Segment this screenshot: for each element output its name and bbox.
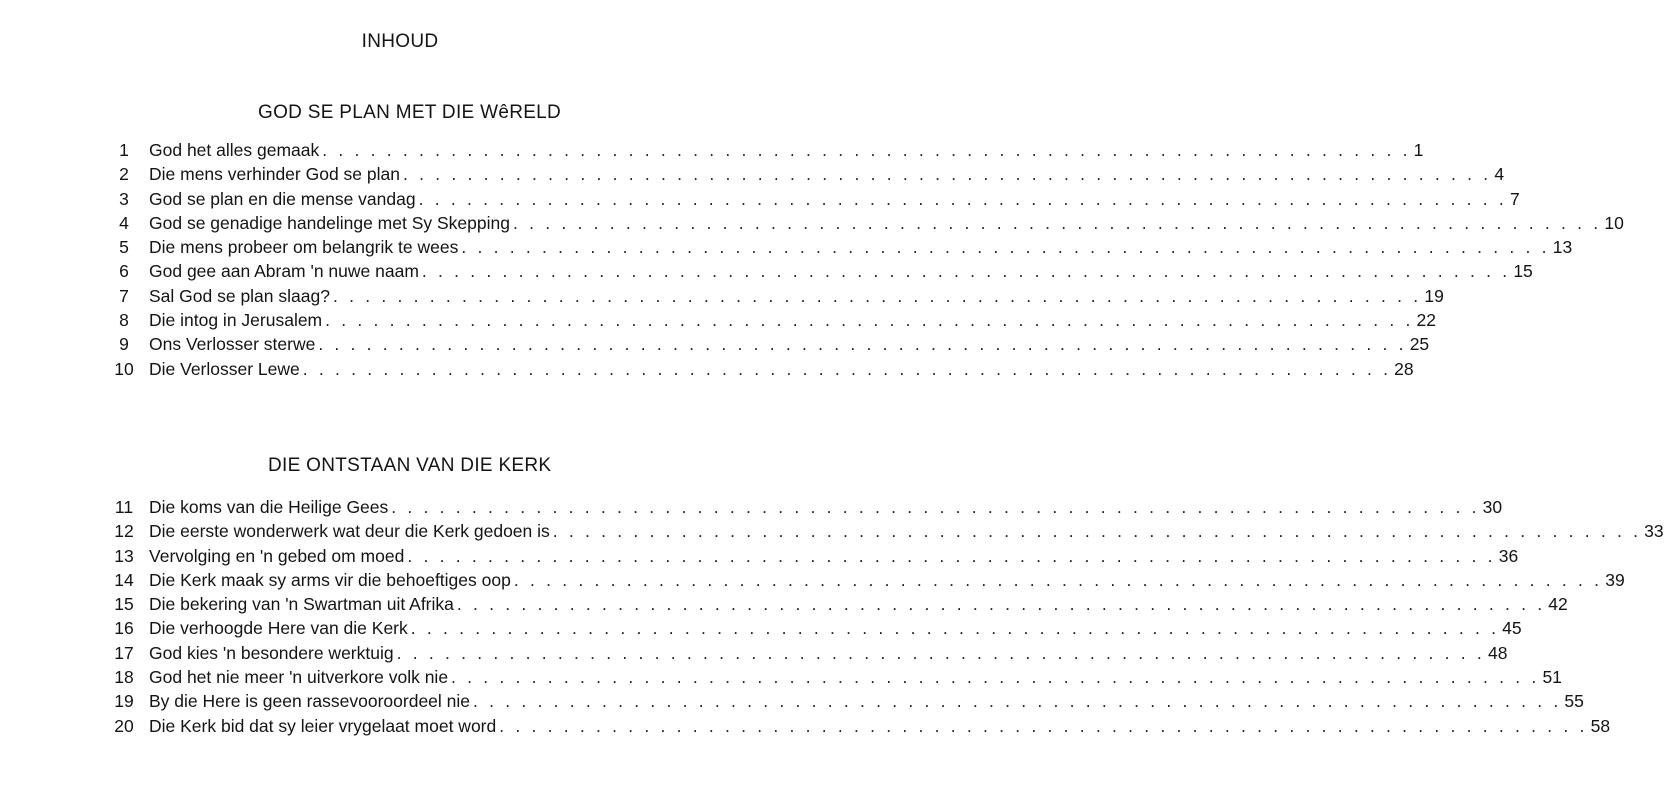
toc-entry bbox=[101, 714, 1611, 738]
toc-entry bbox=[101, 162, 1505, 186]
toc-entry-title: Die mens verhinder God se plan bbox=[149, 164, 400, 185]
toc-entry bbox=[101, 259, 1533, 283]
toc-entry bbox=[101, 332, 1430, 356]
section-heading-2: DIE ONTSTAAN VAN DIE KERK bbox=[268, 455, 552, 476]
toc-entry-page: 28 bbox=[1394, 358, 1414, 379]
toc-dot-leader: . . . . . . . . . . . . . . . . . . . . . . . . . . . . . . . . . . . . . . . . . . . . . . . . . . . . . . . . . . . . . . . . . . . . bbox=[456, 594, 1546, 615]
toc-entry-title: Vervolging en 'n gebed om moed bbox=[149, 545, 405, 566]
toc-entry-page: 55 bbox=[1564, 691, 1584, 712]
toc-entry-page: 42 bbox=[1548, 594, 1568, 615]
toc-entry bbox=[101, 235, 1573, 259]
toc-entry-number: 7 bbox=[119, 285, 129, 306]
toc-entry-number: 15 bbox=[114, 594, 134, 615]
toc-dot-leader: . . . . . . . . . . . . . . . . . . . . . . . . . . . . . . . . . . . . . . . . . . . . . . . . . . . . . . . . . . . . . . . . . . . . bbox=[396, 642, 1485, 663]
toc-entry-page: 13 bbox=[1552, 237, 1573, 258]
toc-entry bbox=[101, 592, 1568, 616]
toc-dot-leader: . . . . . . . . . . . . . . . . . . . . . . . . . . . . . . . . . . . . . . . . . . . . . . . . . . . . . . . . . . . . . . . . . . . . bbox=[418, 188, 1507, 209]
toc-entry-page: 48 bbox=[1487, 642, 1508, 663]
toc-dot-leader: . . . . . . . . . . . . . . . . . . . . . . . . . . . . . . . . . . . . . . . . . . . . . . . . . . . . . . . . . . . . . . . . . . . . bbox=[451, 667, 1540, 688]
toc-entry bbox=[101, 187, 1520, 211]
toc-entry bbox=[101, 689, 1584, 713]
toc-entry-page: 33 bbox=[1644, 521, 1664, 542]
toc-entry bbox=[101, 211, 1624, 235]
toc-list-1 bbox=[101, 138, 1624, 381]
toc-entry-title: Die mens probeer om belangrik te wees bbox=[149, 237, 459, 258]
toc-entry-number: 11 bbox=[114, 497, 134, 517]
toc-dot-leader: . . . . . . . . . . . . . . . . . . . . . . . . . . . . . . . . . . . . . . . . . . . . . . . . . . . . . . . . . . . . . . . . . . . . bbox=[407, 545, 1496, 566]
toc-entry-number: 6 bbox=[119, 261, 129, 282]
toc-entry bbox=[101, 568, 1625, 592]
toc-entry-page: 58 bbox=[1590, 715, 1611, 736]
toc-dot-leader: . . . . . . . . . . . . . . . . . . . . . . . . . . . . . . . . . . . . . . . . . . . . . . . . . . . . . . . . . . . . . . . . . . . . bbox=[318, 334, 1407, 355]
toc-entry-number: 19 bbox=[114, 691, 134, 712]
toc-entry-page: 39 bbox=[1605, 569, 1625, 590]
toc-entry-page: 30 bbox=[1482, 497, 1503, 517]
toc-entry bbox=[101, 308, 1436, 332]
toc-dot-leader: . . . . . . . . . . . . . . . . . . . . . . . . . . . . . . . . . . . . . . . . . . . . . . . . . . . . . . . . . . . . . . . . . . . . bbox=[513, 569, 1603, 590]
toc-entry-number: 13 bbox=[114, 545, 134, 566]
toc-entry-number: 3 bbox=[119, 188, 129, 209]
toc-dot-leader: . . . . . . . . . . . . . . . . . . . . . . . . . . . . . . . . . . . . . . . . . . . . . . . . . . . . . . . . . . . . . . . . . . . . bbox=[410, 618, 1500, 639]
toc-entry bbox=[101, 641, 1508, 665]
toc-dot-leader: . . . . . . . . . . . . . . . . . . . . . . . . . . . . . . . . . . . . . . . . . . . . . . . . . . . . . . . . . . . . . . . . . . . . bbox=[332, 285, 1422, 306]
toc-entry-title: God kies 'n besondere werktuig bbox=[149, 642, 394, 663]
toc-entry-page: 19 bbox=[1424, 285, 1444, 306]
toc-entry-number: 16 bbox=[114, 618, 134, 639]
toc-entry-title: Die intog in Jerusalem bbox=[149, 310, 323, 331]
toc-dot-leader: . . . . . . . . . . . . . . . . . . . . . . . . . . . . . . . . . . . . . . . . . . . . . . . . . . . . . . . . . . . . . . . . . . . . bbox=[473, 691, 1562, 712]
toc-entry-title: Die bekering van 'n Swartman uit Afrika bbox=[149, 594, 454, 615]
toc-entry-title: God se genadige handelinge met Sy Skepping bbox=[149, 212, 510, 233]
toc-entry-number: 1 bbox=[119, 140, 129, 160]
toc-entry-number: 4 bbox=[119, 212, 129, 233]
toc-entry-title: Die koms van die Heilige Gees bbox=[149, 497, 389, 517]
toc-entry-number: 18 bbox=[114, 667, 134, 688]
toc-entry-number: 12 bbox=[114, 521, 134, 542]
toc-dot-leader: . . . . . . . . . . . . . . . . . . . . . . . . . . . . . . . . . . . . . . . . . . . . . . . . . . . . . . . . . . . . . . . . . . . . bbox=[302, 358, 1392, 379]
toc-dot-leader: . . . . . . . . . . . . . . . . . . . . . . . . . . . . . . . . . . . . . . . . . . . . . . . . . . . . . . . . . . . . . . . . . . . . bbox=[402, 164, 1492, 185]
toc-entry-title: Die Kerk maak sy arms vir die behoeftiges oop bbox=[149, 569, 511, 590]
toc-entry bbox=[101, 544, 1519, 568]
toc-entry-number: 9 bbox=[119, 334, 129, 355]
toc-entry-page: 51 bbox=[1542, 667, 1562, 688]
page-title: INHOUD bbox=[361, 31, 439, 52]
toc-dot-leader: . . . . . . . . . . . . . . . . . . . . . . . . . . . . . . . . . . . . . . . . . . . . . . . . . . . . . . . . . . . . . . . . . . . . bbox=[461, 237, 1550, 258]
toc-dot-leader: . . . . . . . . . . . . . . . . . . . . . . . . . . . . . . . . . . . . . . . . . . . . . . . . . . . . . . . . . . . . . . . . . . . . bbox=[325, 310, 1414, 331]
toc-entry bbox=[101, 284, 1444, 308]
toc-entry-title: Ons Verlosser sterwe bbox=[149, 334, 316, 355]
toc-entry-number: 2 bbox=[119, 164, 129, 185]
toc-entry-page: 25 bbox=[1409, 334, 1430, 355]
toc-entry bbox=[101, 665, 1562, 689]
toc-entry-page: 36 bbox=[1498, 545, 1519, 566]
toc-dot-leader: . . . . . . . . . . . . . . . . . . . . . . . . . . . . . . . . . . . . . . . . . . . . . . . . . . . . . . . . . . . . . . . . . . . . bbox=[512, 212, 1602, 233]
toc-entry-title: By die Here is geen rassevooroordeel nie bbox=[149, 691, 471, 712]
toc-dot-leader: . . . . . . . . . . . . . . . . . . . . . . . . . . . . . . . . . . . . . . . . . . . . . . . . . . . . . . . . . . . . . . . . . . . . bbox=[322, 140, 1411, 160]
toc-entry bbox=[101, 495, 1503, 519]
toc-entry-title: Die eerste wonderwerk wat deur die Kerk gedoen is bbox=[149, 521, 550, 542]
toc-entry-number: 20 bbox=[114, 715, 134, 736]
toc-entry-title: God het nie meer 'n uitverkore volk nie bbox=[149, 667, 449, 688]
toc-entry-number: 10 bbox=[114, 358, 134, 379]
toc-entry-page: 22 bbox=[1416, 310, 1436, 331]
toc-entry-number: 17 bbox=[114, 642, 134, 663]
toc-dot-leader: . . . . . . . . . . . . . . . . . . . . . . . . . . . . . . . . . . . . . . . . . . . . . . . . . . . . . . . . . . . . . . . . . . . . bbox=[391, 497, 1480, 517]
toc-entry-title: Die verhoogde Here van die Kerk bbox=[149, 618, 408, 639]
toc-dot-leader: . . . . . . . . . . . . . . . . . . . . . . . . . . . . . . . . . . . . . . . . . . . . . . . . . . . . . . . . . . . . . . . . . . . . bbox=[499, 715, 1588, 736]
toc-list-2 bbox=[101, 495, 1664, 738]
toc-entry bbox=[101, 357, 1414, 381]
toc-entry-title: God gee aan Abram 'n nuwe naam bbox=[149, 261, 419, 282]
toc-entry-title: God het alles gemaak bbox=[149, 140, 320, 160]
toc-entry-number: 14 bbox=[114, 569, 134, 590]
toc-entry-page: 10 bbox=[1604, 212, 1624, 233]
toc-dot-leader: . . . . . . . . . . . . . . . . . . . . . . . . . . . . . . . . . . . . . . . . . . . . . . . . . . . . . . . . . . . . . . . . . . . . bbox=[421, 261, 1511, 282]
toc-entry bbox=[101, 519, 1664, 543]
toc-entry-title: Die Verlosser Lewe bbox=[149, 358, 300, 379]
toc-entry-title: Sal God se plan slaag? bbox=[149, 285, 330, 306]
toc-entry-page: 7 bbox=[1509, 188, 1520, 209]
section-heading-1: GOD SE PLAN MET DIE WêRELD bbox=[258, 102, 562, 123]
toc-entry bbox=[101, 138, 1424, 162]
toc-entry-title: Die Kerk bid dat sy leier vrygelaat moet word bbox=[149, 715, 497, 736]
toc-entry-page: 1 bbox=[1413, 140, 1424, 160]
toc-entry-page: 4 bbox=[1494, 164, 1505, 185]
toc-entry-page: 15 bbox=[1513, 261, 1533, 282]
toc-entry-page: 45 bbox=[1502, 618, 1522, 639]
toc-entry-title: God se plan en die mense vandag bbox=[149, 188, 416, 209]
toc-entry bbox=[101, 616, 1522, 640]
toc-entry-number: 5 bbox=[119, 237, 129, 258]
toc-entry-number: 8 bbox=[119, 310, 129, 331]
toc-dot-leader: . . . . . . . . . . . . . . . . . . . . . . . . . . . . . . . . . . . . . . . . . . . . . . . . . . . . . . . . . . . . . . . . . . . . bbox=[552, 521, 1642, 542]
